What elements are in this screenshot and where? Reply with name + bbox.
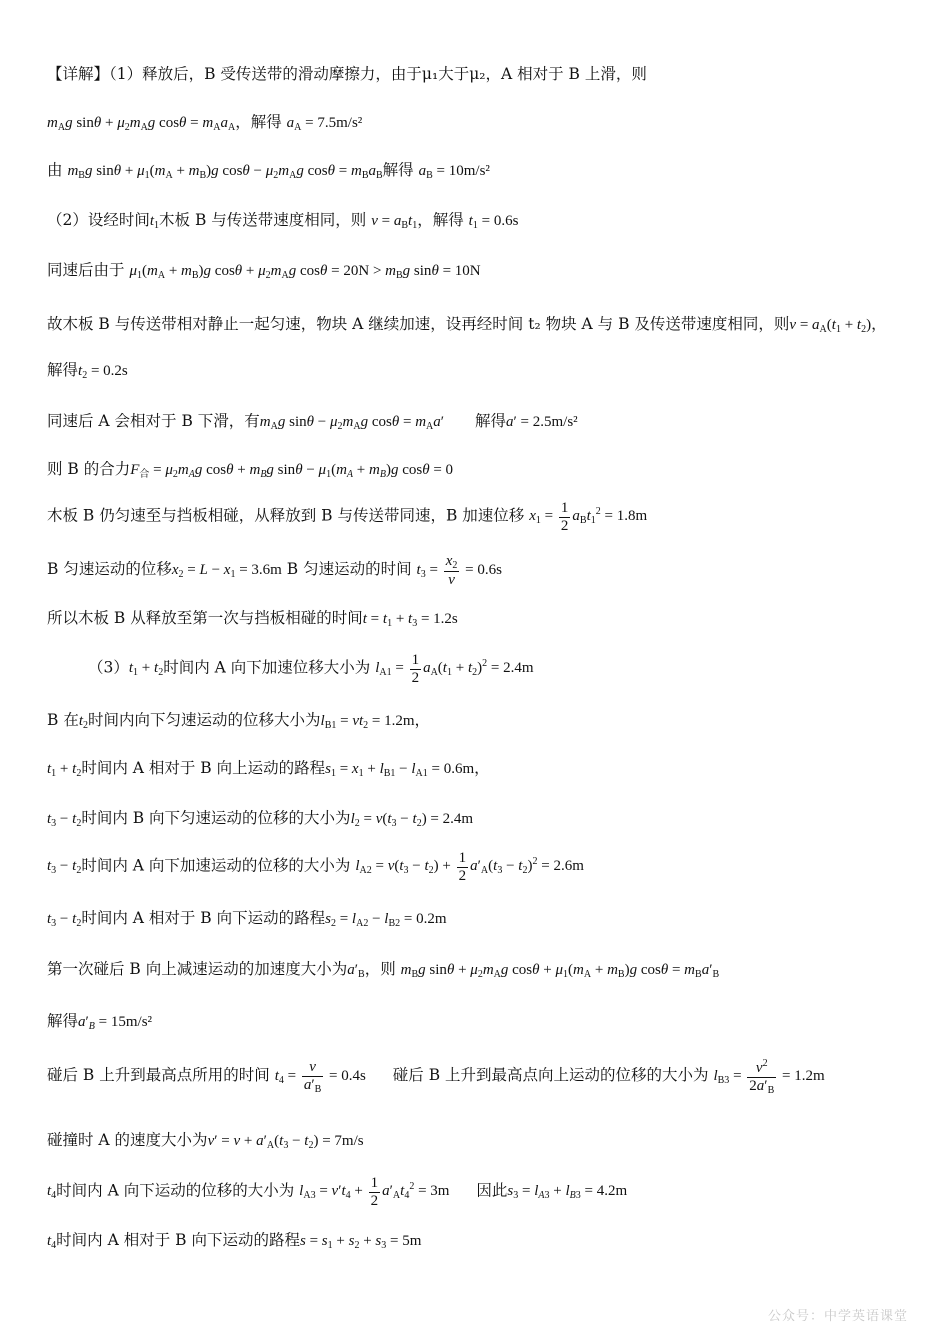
text: B 匀速运动的位移 — [47, 560, 172, 579]
eq-t4: $t_4$ = $\frac{v}{a'_B}$ = 0.4s — [274, 1059, 366, 1095]
eq-lB3: $l_{B3}$ = $\frac{v^2}{2a'_B}$ = 1.2m — [713, 1058, 825, 1096]
val-lA3: 3m — [430, 1183, 450, 1200]
line-23: $t_4$时间内 A 向下运动的位移的大小为 $l_{A3} = v't_4$ + $\frac{1}{2}$ $a'_At_4^2 = 3m$ 因此$s_3 = l_{A3} + l_{B3} = 4.2m$ — [47, 1175, 628, 1209]
val-s2: 0.2m — [416, 911, 447, 927]
text: 时间内 A 向下加速位移大小为 — [163, 658, 371, 677]
eq-A-motion: $m_Ag$ $\sin\theta + \mu_2m_Ag$ $\cos\theta = m_Aa_A$ — [47, 115, 236, 133]
line-15: $t_1 + t_2$时间内 A 相对于 B 向上运动的路程$s_1 = x_1 + l_{B1} - l_{A1} = 0.6m$， — [47, 759, 490, 779]
text: 故木板 B 与传送带相对静止一起匀速，物块 A 继续加速，设再经时间 t₂ 物块 A 与 B 及传送带速度相同，则 — [47, 315, 790, 333]
eq-lA2: $l_{A2} = v(t_3 - t_2)$ + $\frac{1}{2}$ $a'_A(t_3 - t_2)^2 = 2.6m$ — [355, 850, 584, 884]
eq-force-compare: $\mu_1(m_A + m_B)g$ $\cos\theta + \mu_2m_Ag$ $\cos\theta = 20N > m_Bg$ sinθ = 10N — [129, 263, 481, 281]
eq-F-net: $F_合 = \mu_2m_Ag$ $\cos\theta + m_Bg$ $\sin\theta - \mu_1(m_A + m_B)g$ cosθ = 0 — [130, 462, 454, 480]
eq-s1: $s_1 = x_1 + l_{B1} - l_{A1} = 0.6m$ — [325, 761, 475, 779]
eq-t3: $t_3$ = $\frac{x_2}{v}$ = 0.6s — [416, 553, 502, 588]
line-6: 故木板 B 与传送带相对静止一起匀速，物块 A 继续加速，设再经时间 t₂ 物块 A 与 B 及传送带速度相同，则$v = a_A(t_1 + t_2)$， — [47, 315, 887, 335]
val-lB3: 1.2m — [794, 1068, 825, 1085]
val-t-total: 1.2s — [433, 611, 458, 627]
text: 因此 — [476, 1181, 508, 1200]
text: B 匀速运动的时间 — [286, 560, 412, 579]
text: 解得 — [382, 161, 414, 179]
eq-s-total: $s = s_1 + s_2 + s_3 = 5m$ — [299, 1233, 422, 1251]
val-a-prime: 2.5m/s² — [532, 414, 578, 430]
line-9 — [47, 459, 453, 481]
val-s3: 4.2m — [596, 1183, 628, 1200]
text: ，解得 — [235, 113, 282, 131]
text: 时间内 A 相对于 B 向下运动的路程 — [81, 909, 326, 927]
eq-A-slide: $m_Ag$ $\sin\theta - \mu_2m_Ag$ $\cos\theta = m_Aa'$ — [259, 414, 445, 432]
line-10 — [47, 500, 647, 534]
text: ，则 — [364, 960, 396, 978]
text: 时间内 B 向下匀速运动的位移的大小为 — [81, 809, 351, 827]
val-x1: 1.8m — [616, 508, 648, 525]
val-t4: 0.4s — [341, 1068, 366, 1085]
text: 同速后 A 会相对于 B 下滑，有 — [47, 412, 260, 430]
text: 时间内 A 向下运动的位移的大小为 — [56, 1181, 295, 1200]
line-2 — [47, 112, 362, 134]
text: 解得 — [47, 1012, 79, 1030]
eq-aB-prime: $a'_B = 15m/s^2$ — [78, 1014, 153, 1032]
val-t2: 0.2s — [103, 363, 128, 379]
text: 木板 B 仍匀速至与挡板相碰，从释放到 B 与传送带同速，B 加速位移 — [47, 506, 525, 525]
eq-t-total: $t = t_1 + t_3 = 1.2s$ — [362, 611, 458, 629]
line-4: （2）设经时间$t_1$木板 B 与传送带速度相同，则 $v = a_Bt_1$，解得 $t_1 = 0.6s$ — [47, 211, 519, 231]
eq-v-prime: $v' = v + a'_A(t_3 - t_2) = 7m/s$ — [207, 1133, 364, 1151]
watermark: 公众号：中学英语课堂 — [767, 1309, 908, 1324]
val-aB-prime: 15m/s² — [110, 1014, 153, 1030]
line-1: 【详解】（1）释放后，B 受传送带的滑动摩擦力，由于μ₁大于μ₂，A 相对于 B 上滑，则 — [47, 65, 647, 83]
line-5 — [47, 260, 481, 282]
eq-v: $v = a_Bt_1$ — [371, 213, 418, 231]
eq-t1: $t_1 = 0.6s$ — [468, 213, 519, 231]
val-force: 20N — [343, 263, 370, 279]
val-F-net: 0 — [445, 462, 454, 478]
text: 时间内向下匀速运动的位移大小为 — [88, 711, 321, 729]
line-8 — [47, 411, 578, 433]
eq-x1: $x_1$ = $\frac{1}{2}$ $a_Bt_1^2 = 1.8m$ — [529, 500, 648, 534]
val-l2: 2.4m — [442, 811, 474, 827]
eq-lA3: $l_{A3} = v't_4$ + $\frac{1}{2}$ $a'_At_4^2 = 3m$ — [299, 1175, 450, 1209]
eq-lB1: $l_{B1} = vt_2 = 1.2m$ — [320, 713, 415, 731]
eq-B-decel: $m_Bg$ $\sin\theta + \mu_2m_Ag$ $\cos\theta + \mu_1(m_A + m_B)g$ $\cos\theta = m_Ba'_B$ — [400, 962, 720, 980]
eq-aB: $a_B = 10m/s^2$ — [418, 163, 490, 181]
line-18: $t_3 - t_2$时间内 A 相对于 B 向下运动的路程$s_2 = l_{A2} - l_{B2} = 0.2m$ — [47, 909, 447, 929]
eq-aA: $a_A = 7.5m/s^2$ — [286, 115, 363, 133]
val-lB1: 1.2m — [384, 713, 415, 729]
line-22 — [47, 1130, 364, 1152]
eq-lA1: $l_{A1}$ = $\frac{1}{2}$ $a_A(t_1 + t_2)^2 = 2.4m$ — [375, 652, 534, 686]
val-aB: 10m/s² — [448, 163, 490, 179]
eq-l2: $l_2 = v(t_3 - t_2) = 2.4m$ — [350, 811, 474, 829]
text: 时间内 A 向下加速运动的位移的大小为 — [81, 856, 351, 875]
text: 同速后由于 — [47, 261, 125, 279]
eq-B-motion: $m_Bg$ $\sin\theta + \mu_1(m_A + m_B)g$ $\cos\theta - \mu_2m_Ag$ $\cos\theta = m_Ba_B$ — [67, 163, 383, 181]
val-t3: 0.6s — [477, 562, 502, 579]
line-24: $t_4$时间内 A 相对于 B 向下运动的路程$s = s_1 + s_2 + s_3 = 5m$ — [47, 1231, 422, 1251]
line-12 — [47, 608, 458, 630]
line-20 — [47, 1011, 152, 1033]
text: 碰撞时 A 的速度大小为 — [47, 1131, 208, 1149]
text: 由 — [47, 161, 63, 179]
eq-s3: $s_3 = l_{A3} + l_{B3} = 4.2m$ — [507, 1183, 628, 1202]
val-s-total: 5m — [402, 1233, 422, 1249]
eq-a-prime: a′ = 2.5m/s² — [506, 414, 578, 430]
text: B 在 — [47, 711, 79, 729]
eq-s2: $s_2 = l_{A2} - l_{B2} = 0.2m$ — [325, 911, 447, 929]
line-19: 第一次碰后 B 向上减速运动的加速度大小为$a'_B$，则 $m_Bg$ $\sin\theta + \mu_2m_Ag$ $\cos\theta + \mu_1(m_A + m_B)g$ $\cos\theta = m_Ba'_B$ — [47, 960, 720, 980]
val-t1: 0.6s — [493, 213, 519, 229]
text: （3） — [88, 658, 129, 677]
line-17: $t_3 - t_2$时间内 A 向下加速运动的位移的大小为 $l_{A2} = v(t_3 - t_2)$ + $\frac{1}{2}$ $a'_A(t_3 - t_2)^2 = 2.6m$ — [47, 850, 584, 884]
val-v-prime: 7m/s — [334, 1133, 364, 1149]
text: 碰后 B 上升到最高点向上运动的位移的大小为 — [392, 1066, 709, 1085]
val-force-rhs: 10N — [454, 263, 481, 279]
text: 第一次碰后 B 向上减速运动的加速度大小为 — [47, 960, 348, 978]
val-s1: 0.6m — [443, 761, 475, 777]
line-14: B 在$t_2$时间内向下匀速运动的位移大小为$l_{B1} = vt_2 = 1.2m$， — [47, 711, 431, 731]
text: （2）设经时间 — [47, 211, 150, 229]
val-aA: 7.5m/s² — [317, 115, 363, 131]
text: 碰后 B 上升到最高点所用的时间 — [47, 1066, 270, 1085]
val-lA1: 2.4m — [503, 660, 534, 677]
line-13: $(3)t_1 + t_2$时间内 A 向下加速位移大小为 $l_{A1}$ = $\frac{1}{2}$ $a_A(t_1 + t_2)^2 = 2.4m$ — [88, 652, 534, 686]
text: ，解得 — [417, 211, 464, 229]
eq-x2: $x_2 = L - x_1 = 3.6m$ — [171, 562, 282, 581]
text: 解得 — [474, 412, 506, 430]
text: 时间内 A 相对于 B 向上运动的路程 — [81, 759, 326, 777]
text: 时间内 A 相对于 B 向下运动的路程 — [56, 1231, 300, 1249]
val-x2: 3.6m — [251, 562, 282, 579]
text: 所以木板 B 从释放至第一次与挡板相碰的时间 — [47, 609, 363, 627]
line-21 — [47, 1058, 825, 1096]
text: 则 B 的合力 — [47, 460, 131, 478]
line-7 — [47, 360, 128, 382]
line-11 — [47, 553, 502, 589]
text: 木板 B 与传送带速度相同，则 — [159, 211, 367, 229]
line-16: $t_3 - t_2$时间内 B 向下匀速运动的位移的大小为$l_2 = v(t_3 - t_2) = 2.4m$ — [47, 809, 474, 829]
val-lA2: 2.6m — [553, 858, 584, 875]
eq-t2: $t_2 = 0.2s$ — [78, 363, 128, 381]
line-3 — [47, 160, 490, 182]
eq-v-aA: $v = a_A(t_1 + t_2)$ — [789, 317, 872, 335]
text: 解得 — [47, 361, 79, 379]
